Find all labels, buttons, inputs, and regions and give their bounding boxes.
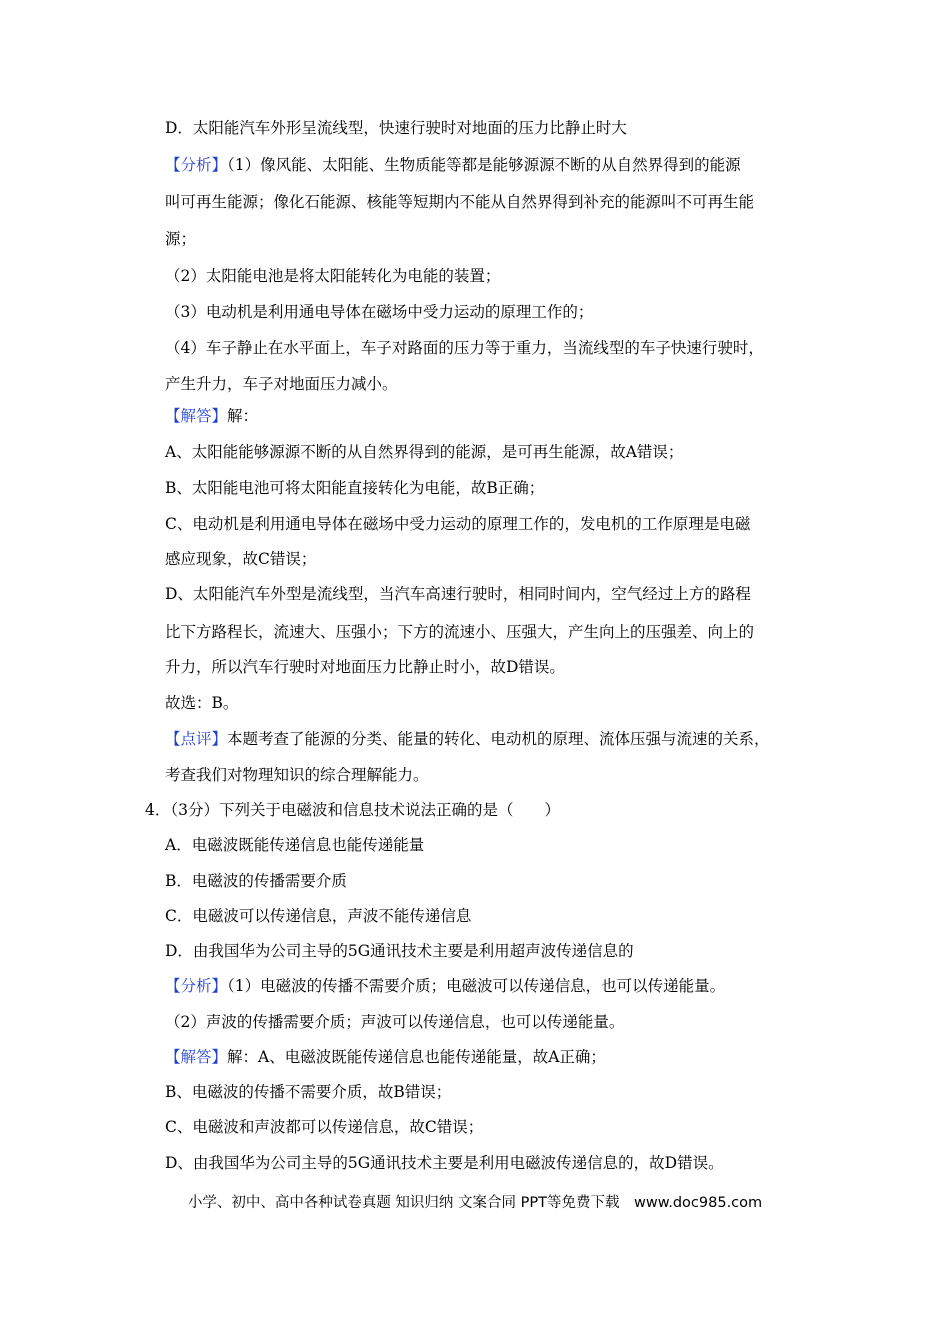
answer-line: 【解答】解： xyxy=(165,407,259,425)
text-line: 故选：B。 xyxy=(165,694,239,712)
text-line: 叫可再生能源；像化石能源、核能等短期内不能从自然界得到补充的能源叫不可再生能 xyxy=(165,193,755,211)
text-line: 产生升力，车子对地面压力减小。 xyxy=(165,375,398,393)
answer-tag: 【解答】 xyxy=(165,1048,228,1066)
text-line: 比下方路程长，流速大、压强小；下方的流速小、压强大，产生向上的压强差、向上的 xyxy=(165,623,755,641)
footer-text: 小学、初中、高中各种试卷真题 知识归纳 文案合同 PPT等免费下载 www.doc985.com xyxy=(187,1195,763,1211)
analysis-tag: 【分析】 xyxy=(165,977,228,995)
text-line: C、电动机是利用通电导体在磁场中受力运动的原理工作的，发电机的工作原理是电磁 xyxy=(165,515,751,533)
option-d-line: D．太阳能汽车外形呈流线型，快速行驶时对地面的压力比静止时大 xyxy=(165,119,627,137)
option-b: B．电磁波的传播需要介质 xyxy=(165,872,347,890)
text-line: （4）车子静止在水平面上，车子对路面的压力等于重力，当流线型的车子快速行驶时， xyxy=(165,339,764,357)
comment-line: 【点评】本题考查了能源的分类、能量的转化、电动机的原理、流体压强与流速的关系， xyxy=(165,730,770,748)
text-line: B、太阳能电池可将太阳能直接转化为电能，故B正确； xyxy=(165,479,545,497)
question-4: 4．（3分）下列关于电磁波和信息技术说法正确的是（ ） xyxy=(145,801,560,819)
analysis-line: 【分析】（1）电磁波的传播不需要介质；电磁波可以传递信息，也可以传递能量。 xyxy=(165,977,726,995)
text-line: 源； xyxy=(165,230,197,248)
text-line: B、电磁波的传播不需要介质，故B错误； xyxy=(165,1083,452,1101)
comment-tag: 【点评】 xyxy=(165,730,228,748)
text-line: （2）声波的传播需要介质；声波可以传递信息，也可以传递能量。 xyxy=(165,1013,625,1031)
analysis-line: 【分析】（1）像风能、太阳能、生物质能等都是能够源源不断的从自然界得到的能源 xyxy=(165,156,741,174)
analysis-tag: 【分析】 xyxy=(165,156,228,174)
text-line: （2）太阳能电池是将太阳能转化为电能的装置； xyxy=(165,267,501,285)
text-line: 感应现象，故C错误； xyxy=(165,550,317,568)
text-line: D、由我国华为公司主导的5G通讯技术主要是利用电磁波传递信息的，故D错误。 xyxy=(165,1154,724,1172)
option-a: A．电磁波既能传递信息也能传递能量 xyxy=(165,836,425,854)
text-line: （3）电动机是利用通电导体在磁场中受力运动的原理工作的； xyxy=(165,303,594,321)
option-c: C．电磁波可以传递信息，声波不能传递信息 xyxy=(165,907,472,925)
answer-tag: 【解答】 xyxy=(165,407,228,425)
text-line: 考查我们对物理知识的综合理解能力。 xyxy=(165,766,429,784)
text-line: 升力，所以汽车行驶时对地面压力比静止时小，故D错误。 xyxy=(165,658,565,676)
option-d: D．由我国华为公司主导的5G通讯技术主要是利用超声波传递信息的 xyxy=(165,942,634,960)
answer-line: 【解答】解：A、电磁波既能传递信息也能传递能量，故A正确； xyxy=(165,1048,606,1066)
text-line: D、太阳能汽车外型是流线型，当汽车高速行驶时，相同时间内，空气经过上方的路程 xyxy=(165,585,751,603)
text-line: C、电磁波和声波都可以传递信息，故C错误； xyxy=(165,1118,484,1136)
text-line: A、太阳能能够源源不断的从自然界得到的能源，是可再生能源，故A错误； xyxy=(165,443,684,461)
